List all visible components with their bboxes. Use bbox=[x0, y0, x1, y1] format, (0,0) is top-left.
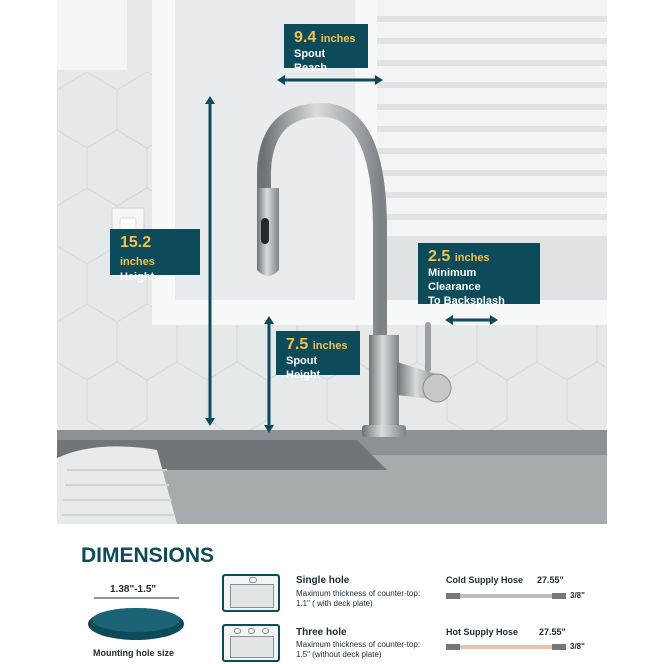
single-hole-line2: 1.1" ( with deck plate) bbox=[296, 599, 373, 608]
hot-hose-length: 27.55" bbox=[539, 627, 566, 637]
spout-reach-label: Spout Reach bbox=[294, 48, 328, 74]
cold-hose-length: 27.55" bbox=[537, 575, 564, 585]
clearance-label-2: To Backsplash bbox=[428, 295, 505, 307]
single-hole-title: Single hole bbox=[296, 575, 350, 586]
mounting-range: 1.38"-1.5" bbox=[110, 584, 157, 595]
spout-height-label: Spout Height bbox=[286, 355, 321, 381]
single-hole-plate-icon bbox=[222, 574, 280, 612]
spout-reach-value: 9.4 bbox=[294, 29, 317, 46]
hot-hose-icon bbox=[446, 641, 566, 653]
cold-hose-title: Cold Supply Hose bbox=[446, 575, 524, 585]
mounting-caption: Mounting hole size bbox=[93, 648, 174, 658]
three-hole-line1: Maximum thickness of counter-top: bbox=[296, 640, 421, 649]
height-label: Height bbox=[120, 271, 155, 283]
clearance-value: 2.5 bbox=[428, 248, 451, 265]
spout-height-callout bbox=[276, 331, 360, 381]
spout-height-unit: inches bbox=[312, 340, 348, 352]
clearance-callout bbox=[418, 243, 540, 307]
hot-hose-size: 3/8" bbox=[570, 642, 585, 651]
height-value: 15.2 bbox=[120, 234, 152, 251]
spout-reach-callout bbox=[284, 24, 368, 74]
spout-reach-unit: inches bbox=[320, 33, 356, 45]
cold-hose-size: 3/8" bbox=[570, 591, 585, 600]
mounting-hole-diagram bbox=[84, 584, 189, 658]
three-hole-plate-icon bbox=[222, 624, 280, 662]
three-hole-line2: 1.5" (without deck plate) bbox=[296, 650, 382, 659]
cold-hose-icon bbox=[446, 590, 566, 602]
dimensions-title: DIMENSIONS bbox=[81, 544, 215, 567]
clearance-unit: inches bbox=[454, 252, 490, 264]
spout-height-value: 7.5 bbox=[286, 336, 309, 353]
height-callout bbox=[110, 229, 200, 283]
clearance-label-1: Minimum Clearance bbox=[428, 267, 481, 293]
mounting-ellipse bbox=[84, 594, 189, 644]
height-unit: inches bbox=[120, 256, 155, 268]
three-hole-title: Three hole bbox=[296, 627, 347, 638]
single-hole-line1: Maximum thickness of counter-top: bbox=[296, 589, 421, 598]
hot-hose-title: Hot Supply Hose bbox=[446, 627, 519, 637]
